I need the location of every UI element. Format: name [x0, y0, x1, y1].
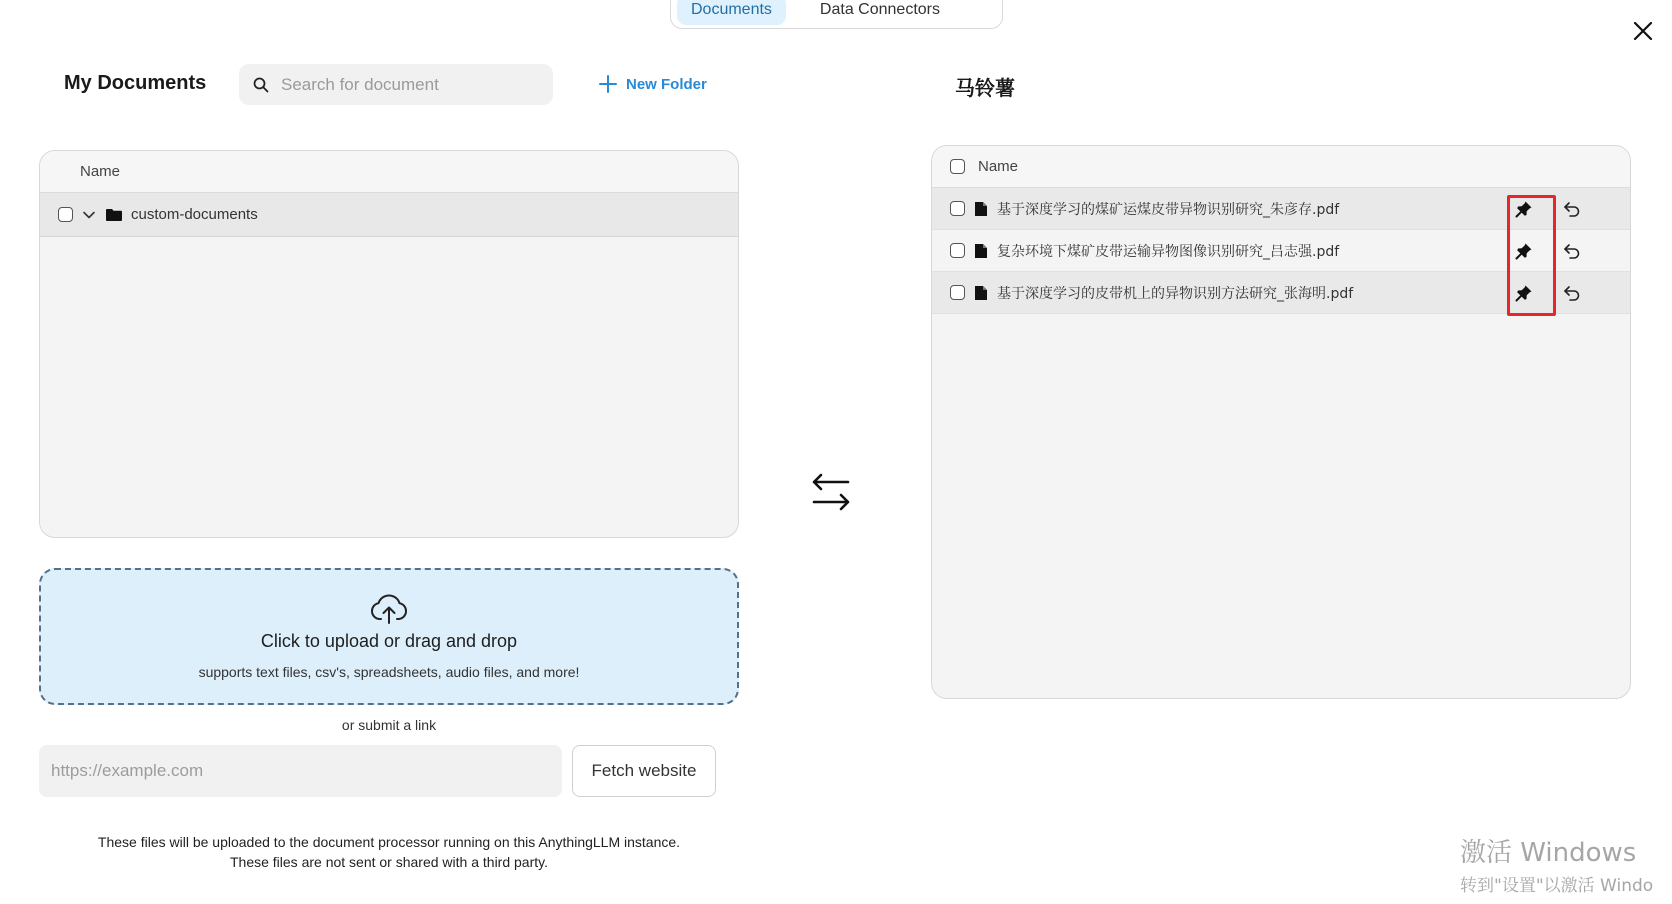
pin-icon [1515, 284, 1533, 302]
file-icon [974, 201, 988, 217]
my-documents-table [39, 150, 739, 538]
new-folder-label: New Folder [626, 75, 707, 93]
folder-checkbox[interactable] [58, 207, 73, 222]
remove-document-button[interactable] [1563, 201, 1581, 217]
file-row[interactable] [932, 272, 1630, 314]
undo-icon [1563, 201, 1581, 217]
close-button[interactable] [1630, 18, 1656, 44]
workspace-documents-table [931, 145, 1631, 699]
upload-subtitle: supports text files, csv's, spreadsheets, audio files, and more! [198, 664, 580, 680]
table-header [40, 151, 738, 193]
pin-button[interactable] [1515, 242, 1533, 260]
cloud-upload-icon [369, 593, 409, 625]
pin-icon [1515, 242, 1533, 260]
search-input[interactable] [281, 75, 531, 95]
folder-name: custom-documents [131, 206, 258, 223]
tab-documents[interactable]: Documents [677, 0, 786, 25]
file-row[interactable] [932, 230, 1630, 272]
remove-document-button[interactable] [1563, 285, 1581, 301]
pin-button[interactable] [1515, 284, 1533, 302]
file-checkbox[interactable] [950, 243, 965, 258]
chevron-down-icon[interactable] [81, 207, 97, 223]
disclaimer-line-2: These files are not sent or shared with a third party. [229, 854, 548, 870]
plus-icon [598, 74, 618, 94]
pin-icon [1515, 200, 1533, 218]
windows-activation-watermark [1460, 832, 1653, 896]
disclaimer-line-1: These files will be uploaded to the document processor running on this AnythingLLM instance. [97, 834, 681, 850]
file-name: 复杂环境下煤矿皮带运输异物图像识别研究_吕志强.pdf [997, 243, 1340, 260]
table-header [932, 146, 1630, 188]
file-name: 基于深度学习的煤矿运煤皮带异物识别研究_朱彦存.pdf [997, 201, 1340, 218]
swap-arrows-icon [810, 472, 852, 512]
my-documents-title: My Documents [64, 72, 207, 94]
file-name: 基于深度学习的皮带机上的异物识别方法研究_张海明.pdf [997, 285, 1354, 302]
pin-button[interactable] [1515, 200, 1533, 218]
or-submit-link-label: or submit a link [341, 717, 437, 733]
workspace-title: 马铃薯 [955, 76, 1015, 100]
watermark-line-2: 转到"设置"以激活 Windo [1460, 876, 1654, 896]
file-row[interactable] [932, 188, 1630, 230]
file-icon [974, 285, 988, 301]
row-actions [1515, 272, 1581, 314]
new-folder-button[interactable] [598, 74, 707, 94]
select-all-checkbox[interactable] [950, 159, 965, 174]
folder-icon [105, 207, 123, 223]
link-url-input[interactable] [39, 745, 562, 797]
file-icon [974, 243, 988, 259]
close-icon [1633, 21, 1653, 41]
undo-icon [1563, 285, 1581, 301]
row-actions [1515, 188, 1581, 230]
file-checkbox[interactable] [950, 285, 965, 300]
upload-dropzone[interactable] [39, 568, 739, 705]
search-icon [253, 77, 269, 93]
name-column-header: Name [978, 158, 1019, 175]
folder-row[interactable] [40, 193, 738, 237]
row-actions [1515, 230, 1581, 272]
fetch-website-button[interactable]: Fetch website [572, 745, 716, 797]
move-documents-button[interactable] [810, 472, 852, 517]
upload-disclaimer [39, 832, 739, 872]
top-tab-bar [670, 0, 1003, 29]
name-column-header: Name [80, 163, 121, 180]
remove-document-button[interactable] [1563, 243, 1581, 259]
watermark-line-1: 激活 Windows [1460, 838, 1637, 868]
search-box [239, 64, 553, 105]
undo-icon [1563, 243, 1581, 259]
file-checkbox[interactable] [950, 201, 965, 216]
tab-data-connectors[interactable]: Data Connectors [819, 0, 940, 18]
upload-title: Click to upload or drag and drop [260, 631, 518, 651]
